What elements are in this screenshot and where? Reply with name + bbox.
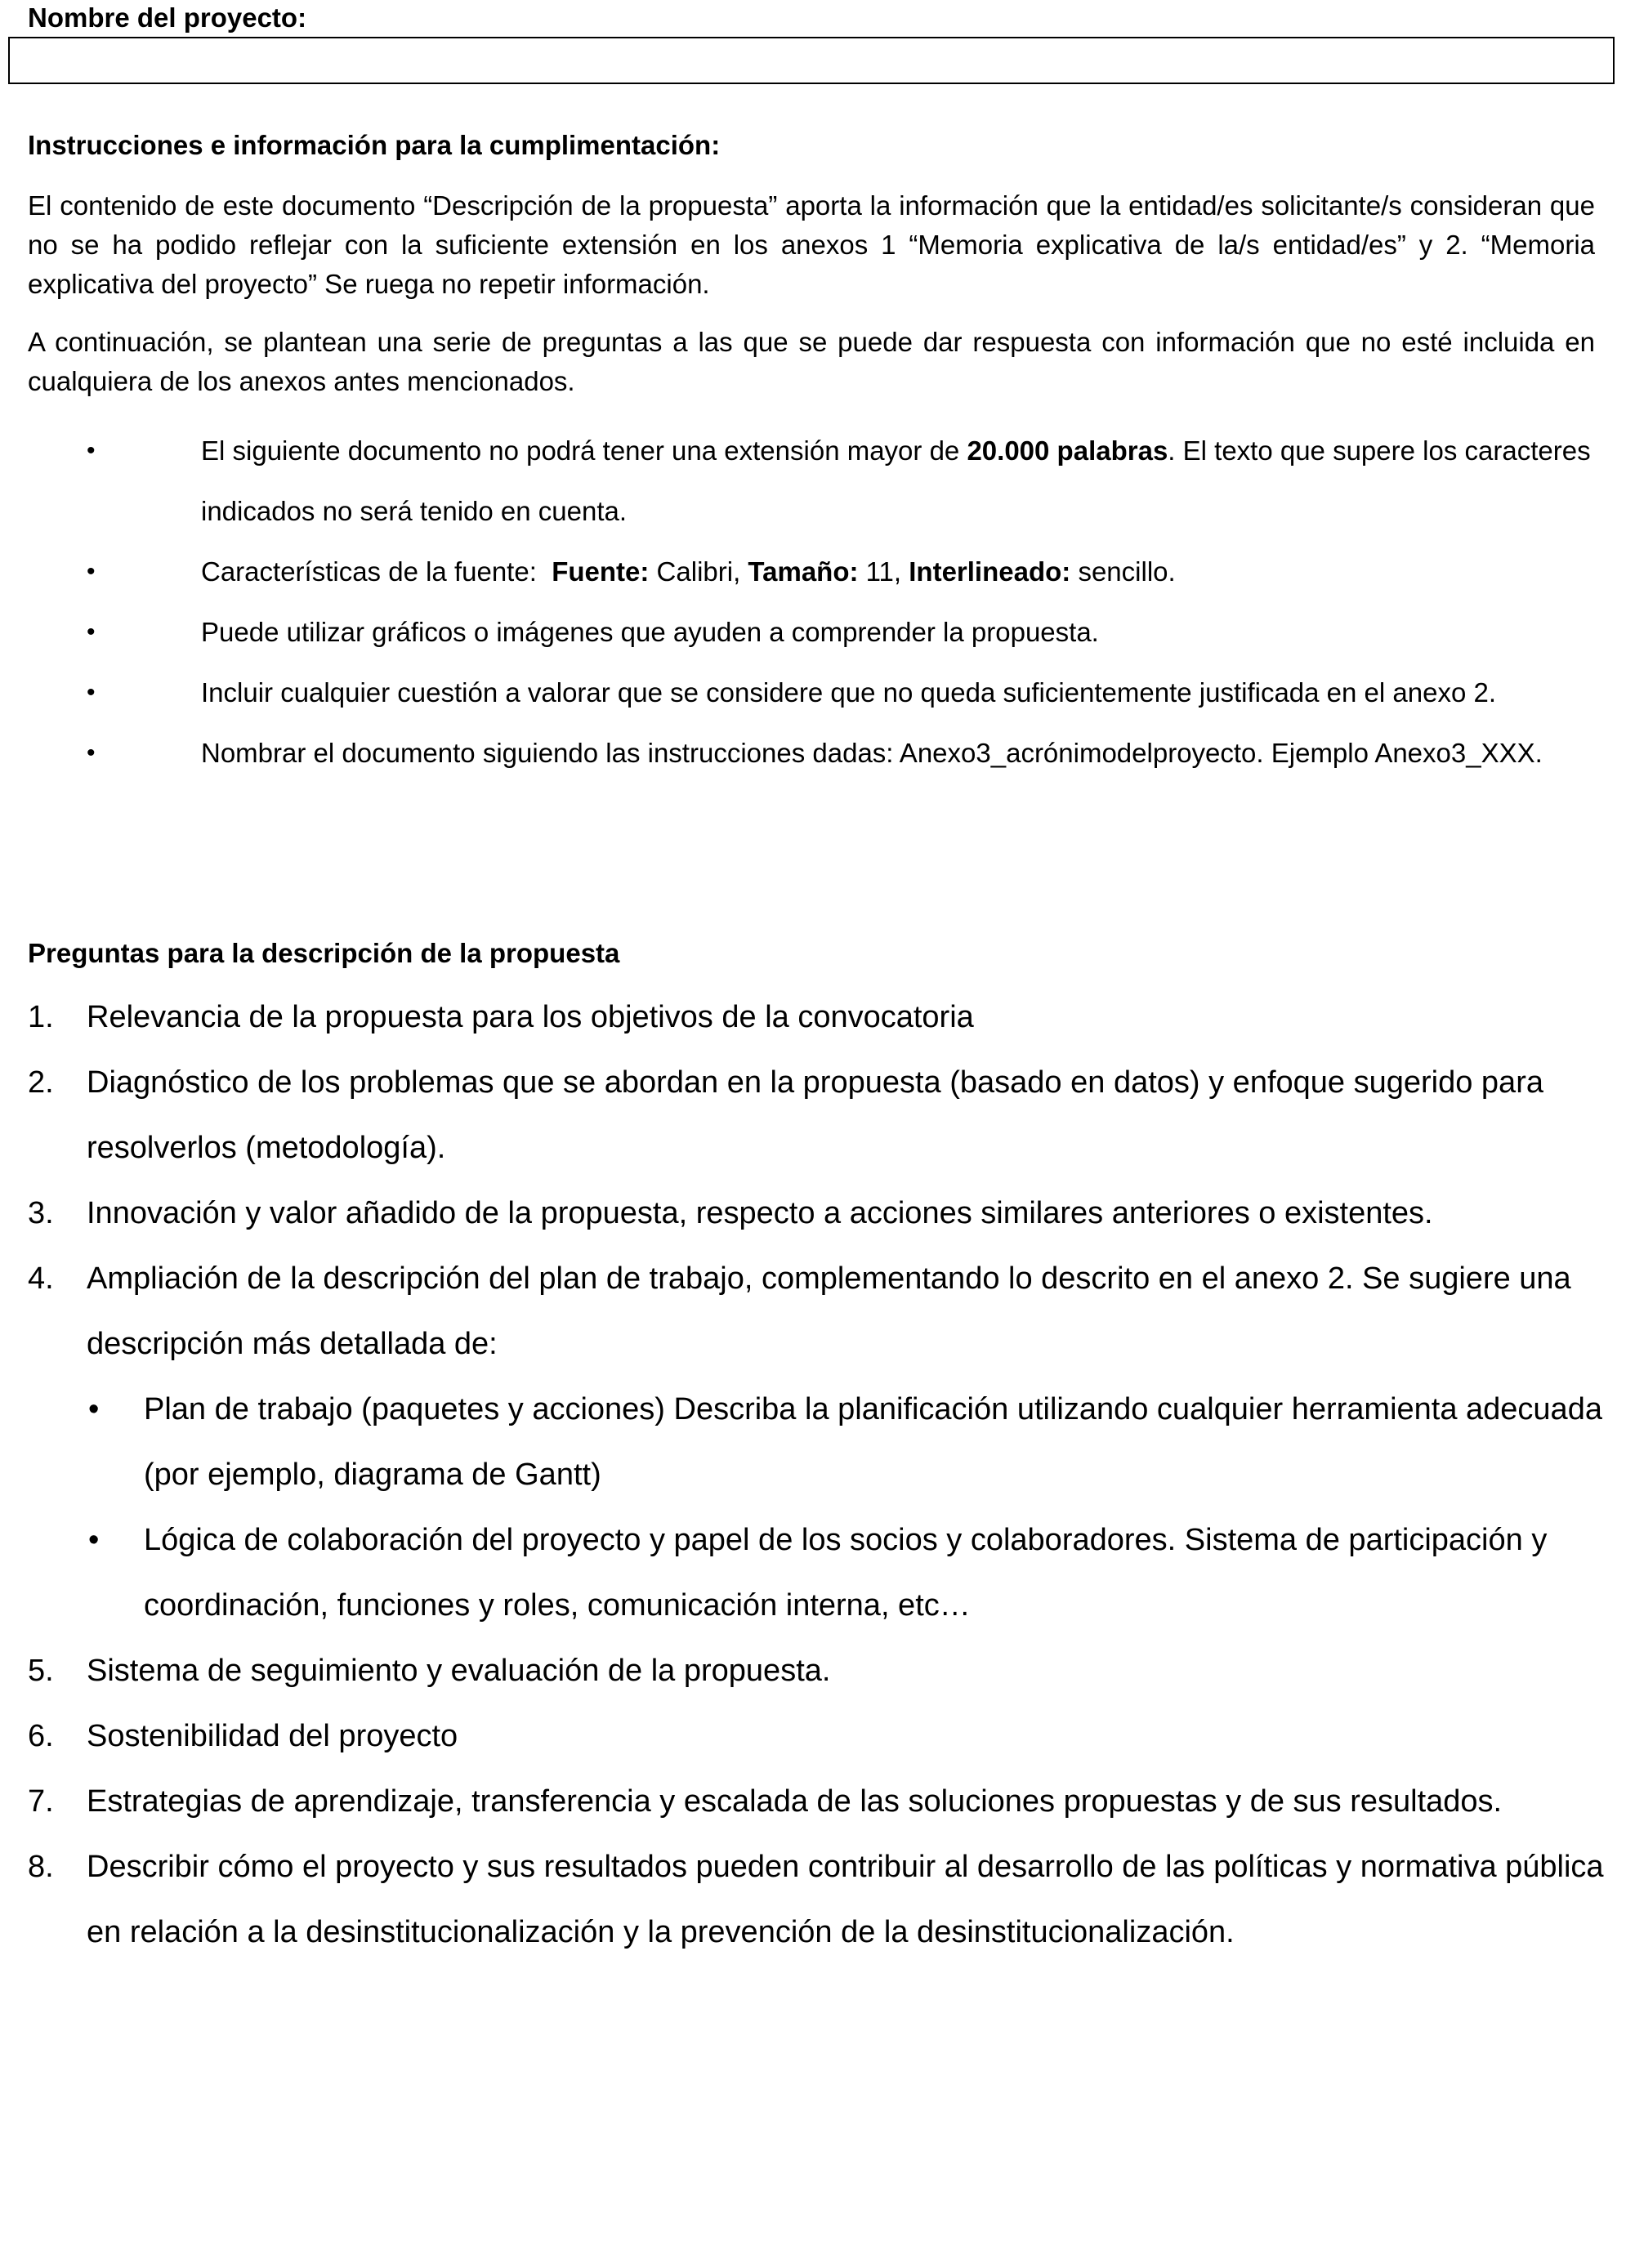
question-number: 2. <box>28 1065 54 1100</box>
question-text: Describir cómo el proyecto y sus resultados pueden contribuir al desarrollo de las políticas y normativa pública en relación a la desinstitucionalización y la prevención de la desinstitucionalización. <box>87 1850 1604 1949</box>
question-text: Relevancia de la propuesta para los objetivos de la convocatoria <box>87 1000 974 1034</box>
question-text: Sostenibilidad del proyecto <box>87 1719 458 1753</box>
question-text: Sistema de seguimiento y evaluación de la propuesta. <box>87 1654 831 1688</box>
bullet-icon: • <box>87 437 96 464</box>
question-sub-item: • Lógica de colaboración del proyecto y papel de los socios y colaboradores. Sistema de participación y coordinación, funciones y roles, comunicación interna, etc… <box>28 1507 1605 1638</box>
question-text: Diagnóstico de los problemas que se abordan en la propuesta (basado en datos) y enfoque sugerido para resolverlos (metodología). <box>87 1065 1543 1165</box>
question-number: 6. <box>28 1719 54 1753</box>
question-item <box>28 984 1605 1050</box>
question-sub-item: • Plan de trabajo (paquetes y acciones) Describa la planificación utilizando cualquier herramienta adecuada (por ejemplo, diagrama de Gantt) <box>28 1377 1605 1507</box>
bullet-icon: • <box>87 618 96 645</box>
question-item <box>28 1769 1605 1834</box>
bullet-icon: • <box>87 558 96 585</box>
project-name-field[interactable] <box>8 37 1615 84</box>
instructions-bullet-item: • El siguiente documento no podrá tener una extensión mayor de 20.000 palabras. El texto que supere los caracteres indicados no será tenido en cuenta. <box>28 421 1597 542</box>
question-sub-list <box>87 1377 1605 1638</box>
instructions-bullet-item: • Puede utilizar gráficos o imágenes que ayuden a comprender la propuesta. <box>28 602 1597 663</box>
bullet-icon: • <box>88 1523 100 1557</box>
question-item <box>28 1638 1605 1703</box>
question-item <box>28 1050 1605 1181</box>
question-number: 7. <box>28 1784 54 1819</box>
question-item <box>28 1834 1605 1965</box>
instructions-bullet-item: • Incluir cualquier cuestión a valorar que se considere que no queda suficientemente justificada en el anexo 2. <box>28 663 1597 723</box>
instructions-bullet-list <box>28 421 1597 784</box>
bullet-icon: • <box>88 1392 100 1426</box>
question-text: Innovación y valor añadido de la propuesta, respecto a acciones similares anteriores o existentes. <box>87 1196 1433 1230</box>
question-text: Ampliación de la descripción del plan de trabajo, complementando lo descrito en el anexo 2. Se sugiere una descripción más detallada de: <box>87 1261 1571 1361</box>
instructions-heading: Instrucciones e información para la cumplimentación: <box>28 130 721 160</box>
bullet-icon: • <box>87 739 96 766</box>
question-number: 8. <box>28 1850 54 1884</box>
questions-heading: Preguntas para la descripción de la propuesta <box>28 938 620 968</box>
bullet-icon: • <box>87 679 96 706</box>
instructions-bullet-item: • Nombrar el documento siguiendo las instrucciones dadas: Anexo3_acrónimodelproyecto. Ejemplo Anexo3_XXX. <box>28 723 1597 784</box>
question-number: 4. <box>28 1261 54 1296</box>
question-number: 5. <box>28 1654 54 1688</box>
project-name-label: Nombre del proyecto: <box>28 2 307 33</box>
question-item <box>28 1703 1605 1769</box>
question-item <box>28 1181 1605 1246</box>
instructions-paragraph-1: El contenido de este documento “Descripción de la propuesta” aporta la información que la entidad/es solicitante/s consideran que no se ha podido reflejar con la suficiente extensión en los anexos 1 “Memoria explicativa de la/s entidad/es” y 2. “Memoria explicativa del proyecto” Se ruega no repetir información. <box>28 190 1595 299</box>
question-number: 3. <box>28 1196 54 1230</box>
question-number: 1. <box>28 1000 54 1034</box>
questions-list <box>28 984 1605 1965</box>
instructions-bullet-item: • Características de la fuente: Fuente: Calibri, Tamaño: 11, Interlineado: sencillo. <box>28 542 1597 602</box>
instructions-paragraph-2: A continuación, se plantean una serie de preguntas a las que se puede dar respuesta con información que no esté incluida en cualquiera de los anexos antes mencionados. <box>28 327 1595 396</box>
question-item <box>28 1246 1605 1638</box>
question-text: Estrategias de aprendizaje, transferencia y escalada de las soluciones propuestas y de sus resultados. <box>87 1784 1503 1819</box>
